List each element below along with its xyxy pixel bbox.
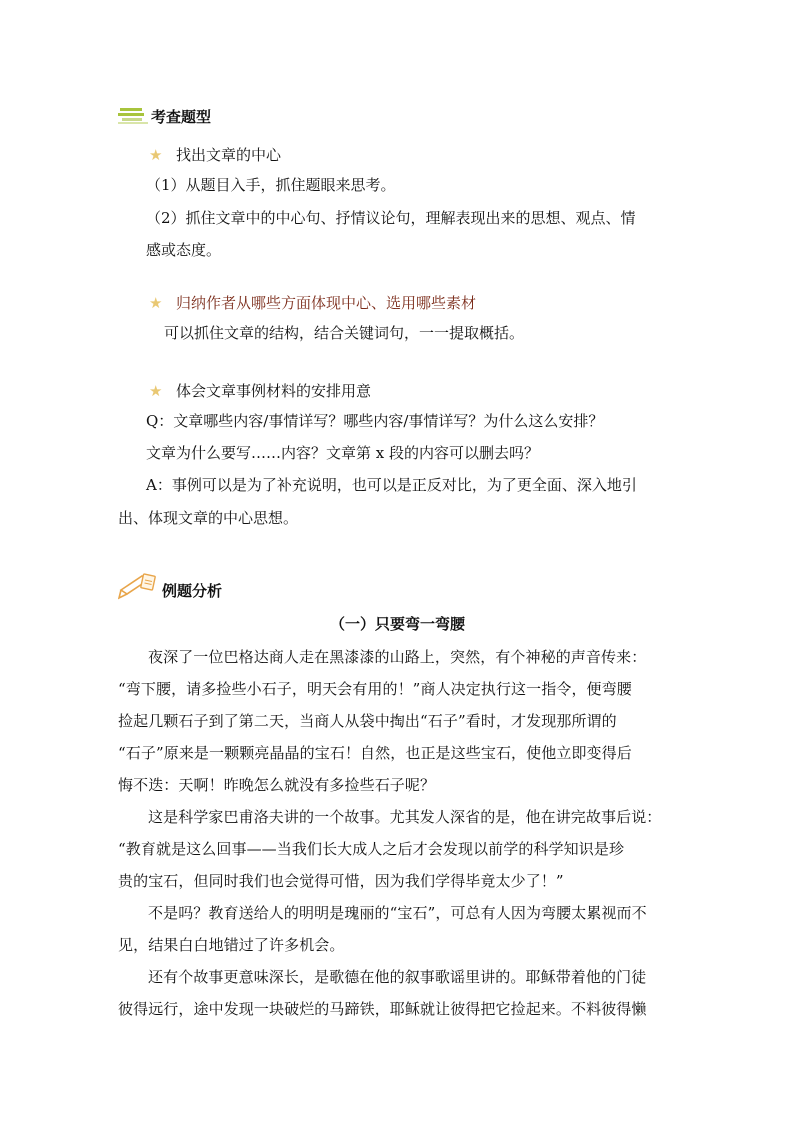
section-title-2: 例题分析 xyxy=(162,582,223,600)
item-line: 出、体现文章的中心思想。 xyxy=(118,509,299,527)
story-line: 悔不迭：天啊！昨晚怎么就没有多捡些石子呢？ xyxy=(118,776,436,794)
stacked-books-icon xyxy=(118,106,152,126)
item-line: （2）抓住文章中的中心句、抒情议论句，理解表现出来的思想、观点、情 xyxy=(146,209,636,227)
item-heading-3: 体会文章事例材料的安排用意 xyxy=(176,382,372,400)
item-line: A：事例可以是为了补充说明，也可以是正反对比，为了更全面、深入地引 xyxy=(146,476,637,494)
story-line: “石子”原来是一颗颗亮晶晶的宝石！自然，也正是这些宝石，使他立即变得后 xyxy=(118,744,632,762)
item-line: （1）从题目入手，抓住题眼来思考。 xyxy=(146,176,396,194)
item-line: Q：文章哪些内容/事情详写？哪些内容/事情详写？为什么这么安排？ xyxy=(146,412,604,430)
item-line: 文章为什么要写……内容？文章第 x 段的内容可以删去吗？ xyxy=(146,444,539,462)
item-line: 感或态度。 xyxy=(146,241,222,259)
item-heading-2: 归纳作者从哪些方面体现中心、选用哪些素材 xyxy=(176,294,477,312)
pencil-note-icon xyxy=(118,570,158,602)
story-line: 见，结果白白地错过了许多机会。 xyxy=(118,936,345,954)
star-icon: ★ xyxy=(149,382,163,400)
star-icon: ★ xyxy=(149,146,163,164)
story-line: 贵的宝石，但同时我们也会觉得可惜，因为我们学得毕竟太少了！” xyxy=(118,872,564,890)
story-line: 夜深了一位巴格达商人走在黑漆漆的山路上，突然，有个神秘的声音传来： xyxy=(148,648,647,666)
star-icon: ★ xyxy=(149,294,163,312)
section-header-2 xyxy=(118,570,318,606)
story-line: 这是科学家巴甫洛夫讲的一个故事。尤其发人深省的是，他在讲完故事后说： xyxy=(148,808,662,826)
story-line: 不是吗？教育送给人的明明是瑰丽的“宝石”，可总有人因为弯腰太累视而不 xyxy=(148,904,647,922)
story-line: “教育就是这么回事——当我们长大成人之后才会发现以前学的科学知识是珍 xyxy=(118,840,625,858)
story-line: “弯下腰，请多捡些小石子，明天会有用的！”商人决定执行这一指令，便弯腰 xyxy=(118,680,632,698)
item-line: 可以抓住文章的结构，结合关键词句，一一提取概括。 xyxy=(164,324,525,342)
story-title: （一）只要弯一弯腰 xyxy=(330,615,466,633)
story-line: 捡起几颗石子到了第二天，当商人从袋中掏出“石子”看时，才发现那所谓的 xyxy=(118,712,617,730)
item-heading-1: 找出文章的中心 xyxy=(176,146,282,164)
section-header-1 xyxy=(118,104,318,130)
story-line: 彼得远行，途中发现一块破烂的马蹄铁，耶稣就让彼得把它捡起来。不料彼得懒 xyxy=(118,1000,647,1018)
story-line: 还有个故事更意味深长，是歌德在他的叙事歌谣里讲的。耶稣带着他的门徒 xyxy=(148,968,647,986)
section-title-1: 考查题型 xyxy=(151,108,212,126)
